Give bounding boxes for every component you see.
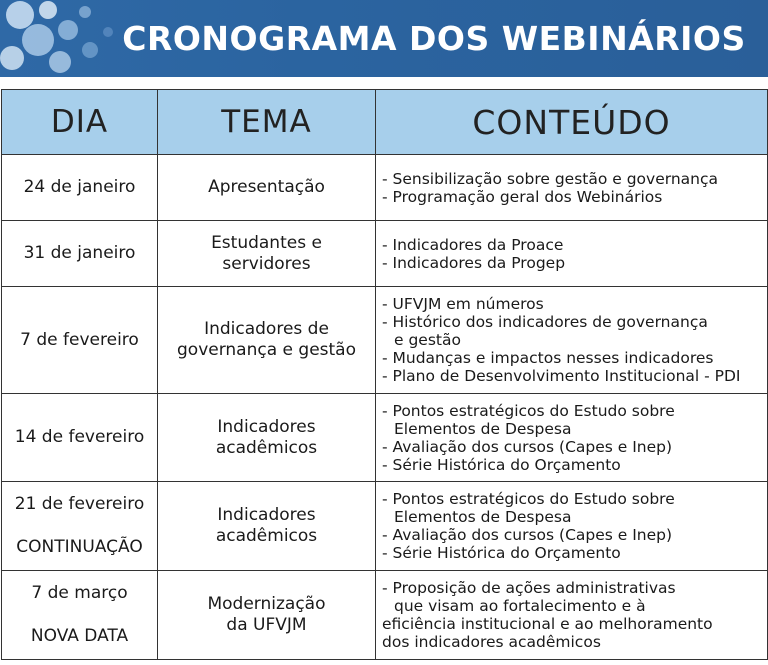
table-header-row [2, 90, 768, 155]
content-item: - Pontos estratégicos do Estudo sobre [382, 401, 675, 420]
date-cell [2, 155, 158, 221]
theme-text: Indicadores [217, 505, 316, 525]
date-text: 7 de fevereiro [20, 329, 139, 350]
content-item: - Série Histórica do Orçamento [382, 455, 621, 474]
content-item: eficiência institucional e ao melhoramento [382, 615, 713, 633]
content-item: - Indicadores da Progep [382, 253, 566, 272]
theme-text: governança e gestão [177, 340, 356, 360]
content-item: - Mudanças e impactos nesses indicadores [382, 349, 714, 367]
date-cell [2, 221, 158, 287]
date-text: 21 de fevereiro [14, 494, 145, 514]
date-cell [2, 482, 158, 571]
theme-cell [158, 394, 376, 482]
content-item: - Pontos estratégicos do Estudo sobre [382, 490, 675, 508]
theme-text: Indicadores [217, 416, 316, 437]
content-item: dos indicadores acadêmicos [382, 633, 601, 651]
date-text: 24 de janeiro [23, 177, 136, 197]
table-row [2, 287, 768, 394]
content-item-continuation: que visam ao fortalecimento e à [394, 597, 646, 615]
content-item: - Sensibilização sobre gestão e governança [382, 169, 719, 188]
theme-cell [158, 221, 376, 287]
content-item: - Histórico dos indicadores de governança [382, 313, 708, 331]
content-item: - Programação geral dos Webinários [382, 187, 663, 206]
table-row [2, 155, 768, 221]
content-item-continuation: e gestão [394, 331, 461, 349]
content-cell [376, 221, 768, 287]
theme-text: Estudantes e [211, 232, 322, 253]
date-cell [2, 287, 158, 394]
column-header-dia: DIA [2, 90, 158, 155]
schedule-table [1, 89, 768, 660]
date-text: 7 de março [31, 583, 128, 603]
date-text: 14 de fevereiro [14, 427, 145, 447]
theme-text: acadêmicos [215, 437, 318, 458]
content-item: - Proposição de ações administrativas [382, 579, 676, 597]
column-header-tema: TEMA [158, 90, 376, 155]
content-item-continuation: Elementos de Despesa [394, 508, 572, 526]
date-cell [2, 571, 158, 660]
content-item: - UFVJM em números [382, 295, 544, 313]
content-cell [376, 482, 768, 571]
theme-text: Apresentação [208, 177, 325, 197]
theme-text: da UFVJM [226, 615, 307, 635]
column-header-conteudo: CONTEÚDO [376, 90, 768, 155]
theme-text: acadêmicos [215, 526, 318, 546]
theme-cell [158, 155, 376, 221]
table-row [2, 394, 768, 482]
content-cell [376, 155, 768, 221]
date-text: 31 de janeiro [23, 243, 136, 263]
theme-text: Indicadores de [204, 319, 329, 339]
title-banner [0, 0, 768, 77]
date-cell [2, 394, 158, 482]
theme-cell [158, 482, 376, 571]
content-cell [376, 394, 768, 482]
date-note: NOVA DATA [30, 626, 129, 646]
theme-cell [158, 571, 376, 660]
content-item: - Indicadores da Proace [382, 235, 564, 254]
theme-text: Modernização [207, 594, 326, 614]
content-item: - Série Histórica do Orçamento [382, 544, 621, 562]
table-row [2, 221, 768, 287]
table-row [2, 571, 768, 660]
content-cell [376, 571, 768, 660]
content-item-continuation: Elementos de Despesa [394, 419, 572, 438]
content-item: - Avaliação dos cursos (Capes e Inep) [382, 526, 673, 544]
page-title: CRONOGRAMA DOS WEBINÁRIOS [122, 19, 746, 58]
theme-text: servidores [222, 253, 311, 274]
content-cell [376, 287, 768, 394]
theme-cell [158, 287, 376, 394]
date-note: CONTINUAÇÃO [16, 537, 143, 557]
table-row [2, 482, 768, 571]
content-item: - Avaliação dos cursos (Capes e Inep) [382, 437, 673, 456]
content-item: - Plano de Desenvolvimento Institucional - PDI [382, 367, 741, 385]
schedule-table-wrapper [1, 89, 767, 660]
